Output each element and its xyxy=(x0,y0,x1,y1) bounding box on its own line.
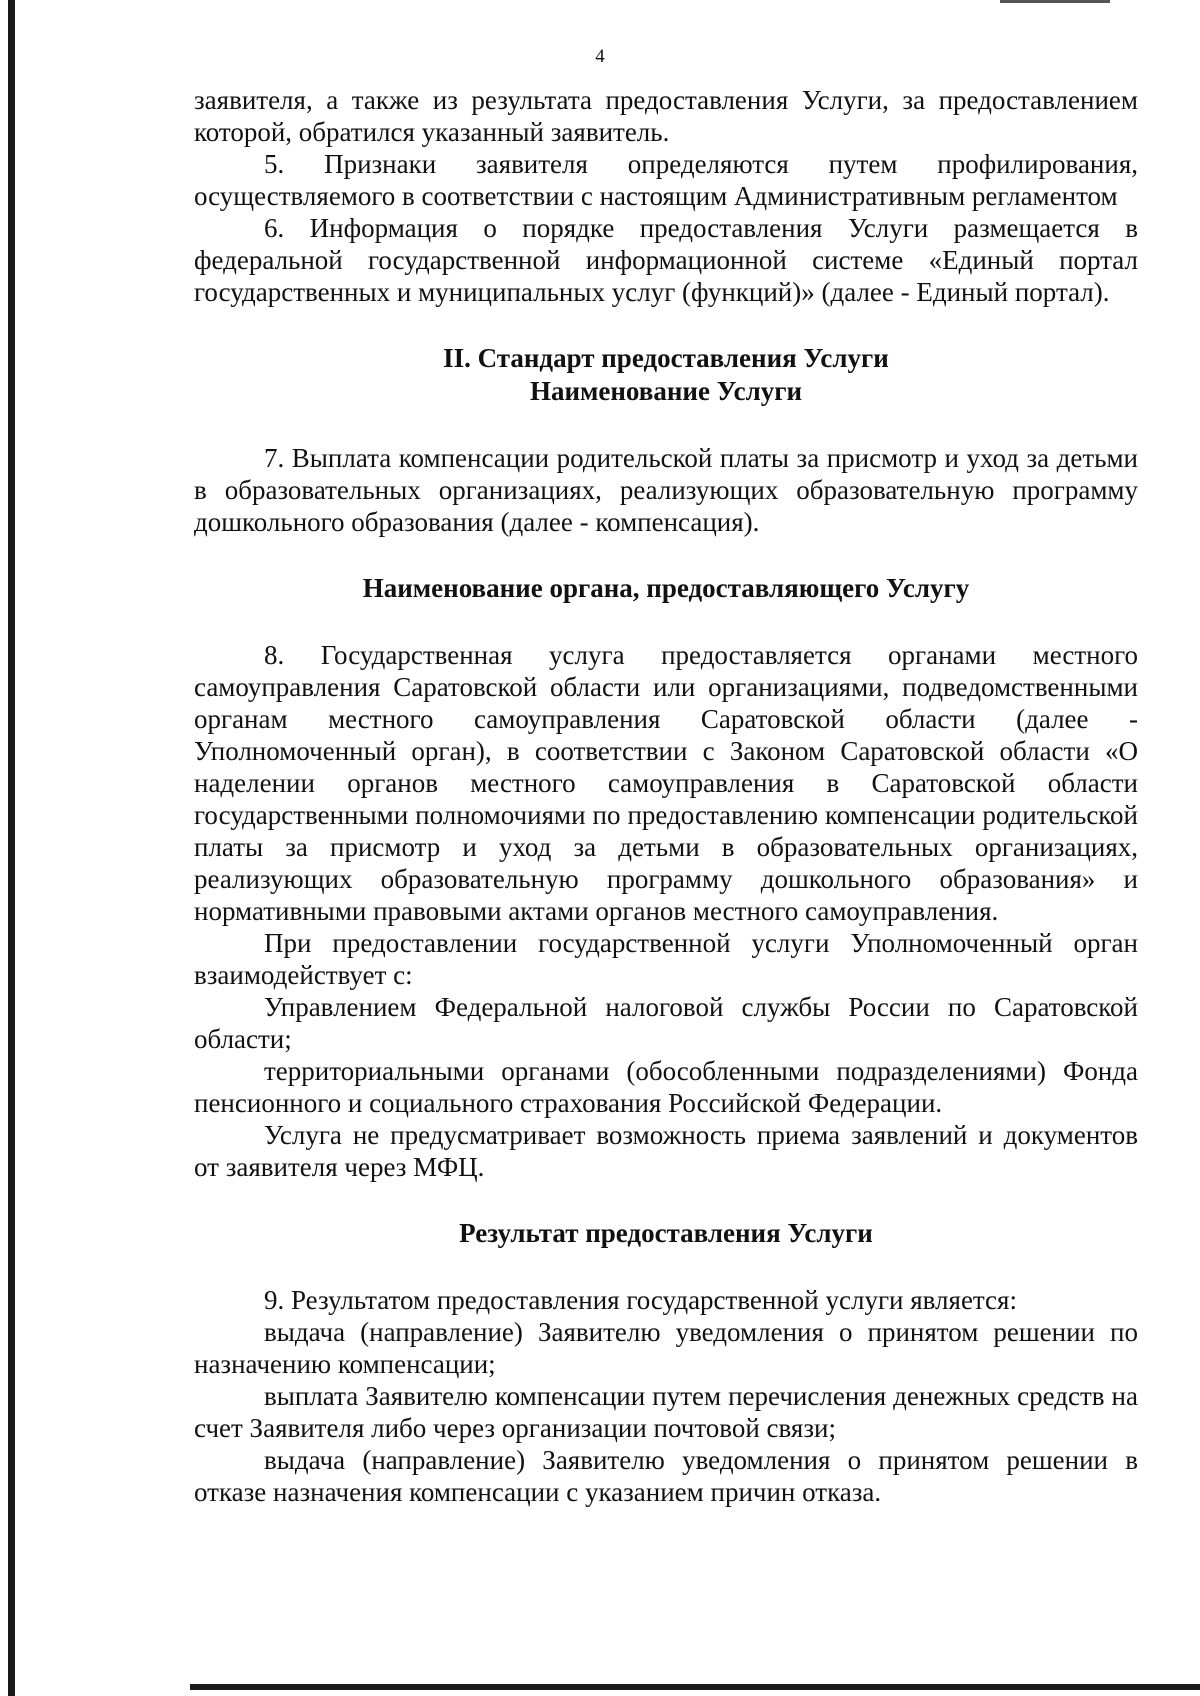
paragraph: заявителя, а также из результата предоставления Услуги, за предоставлением которой, обратился указанный заявитель. xyxy=(194,85,1138,147)
scan-edge-left xyxy=(8,0,15,1696)
paragraph: 5. Признаки заявителя определяются путем профилирования, осуществляемого в соответствии с настоящим Административным регламентом xyxy=(194,149,1138,211)
section-heading-line: Наименование органа, предоставляющего Услугу xyxy=(362,573,970,603)
paragraph: выплата Заявителю компенсации путем перечисления денежных средств на счет Заявителя либо через организации почтовой связи; xyxy=(194,1381,1138,1443)
paragraph: территориальными органами (обособленными подразделениями) Фонда пенсионного и социального страхования Российской Федерации. xyxy=(194,1056,1138,1118)
section-heading xyxy=(194,1217,1138,1250)
scan-edge-bottom xyxy=(190,1684,1200,1690)
paragraph: При предоставлении государственной услуги Уполномоченный орган взаимодействует с: xyxy=(194,928,1138,990)
paragraph: 6. Информация о порядке предоставления Услуги размещается в федеральной государственной информационной системе «Единый портал государственных и муниципальных услуг (функций)» (далее - Единый портал). xyxy=(194,213,1138,307)
paragraph: выдача (направление) Заявителю уведомления о принятом решении по назначению компенсации; xyxy=(194,1317,1138,1379)
section-heading-line: II. Стандарт предоставления Услуги xyxy=(443,343,889,373)
paragraph: 7. Выплата компенсации родительской платы за присмотр и уход за детьми в образовательных организациях, реализующих образовательную программу дошкольного образования (далее - компенсация). xyxy=(194,443,1138,537)
paragraph: 9. Результатом предоставления государственной услуги является: xyxy=(264,1285,1017,1315)
paragraph: Управлением Федеральной налоговой службы России по Саратовской области; xyxy=(194,992,1138,1054)
paragraph: Услуга не предусматривает возможность приема заявлений и документов от заявителя через МФЦ. xyxy=(194,1120,1138,1182)
page-number: 4 xyxy=(595,46,605,67)
section-heading-line: Результат предоставления Услуги xyxy=(459,1218,873,1248)
section-heading xyxy=(194,572,1138,605)
paragraph: выдача (направление) Заявителю уведомления о принятом решении в отказе назначения компенсации с указанием причин отказа. xyxy=(194,1445,1138,1507)
paragraph: 8. Государственная услуга предоставляется органами местного самоуправления Саратовской области или организациями, подведомственными органам местного самоуправления Саратовской области (далее - Уполномоченный орган), в соответствии с Законом Саратовской области «О наделении органов местного самоуправления в Саратовской области государственными полномочиями по предоставлению компенсации родительской платы за присмотр и уход за детьми в образовательных организациях, реализующих образовательную программу дошкольного образования» и нормативными правовыми актами органов местного самоуправления. xyxy=(194,640,1138,926)
document-body xyxy=(194,84,1138,1508)
scan-edge-top xyxy=(1000,0,1110,3)
section-heading-line: Наименование Услуги xyxy=(529,376,803,406)
section-heading xyxy=(194,342,1138,408)
